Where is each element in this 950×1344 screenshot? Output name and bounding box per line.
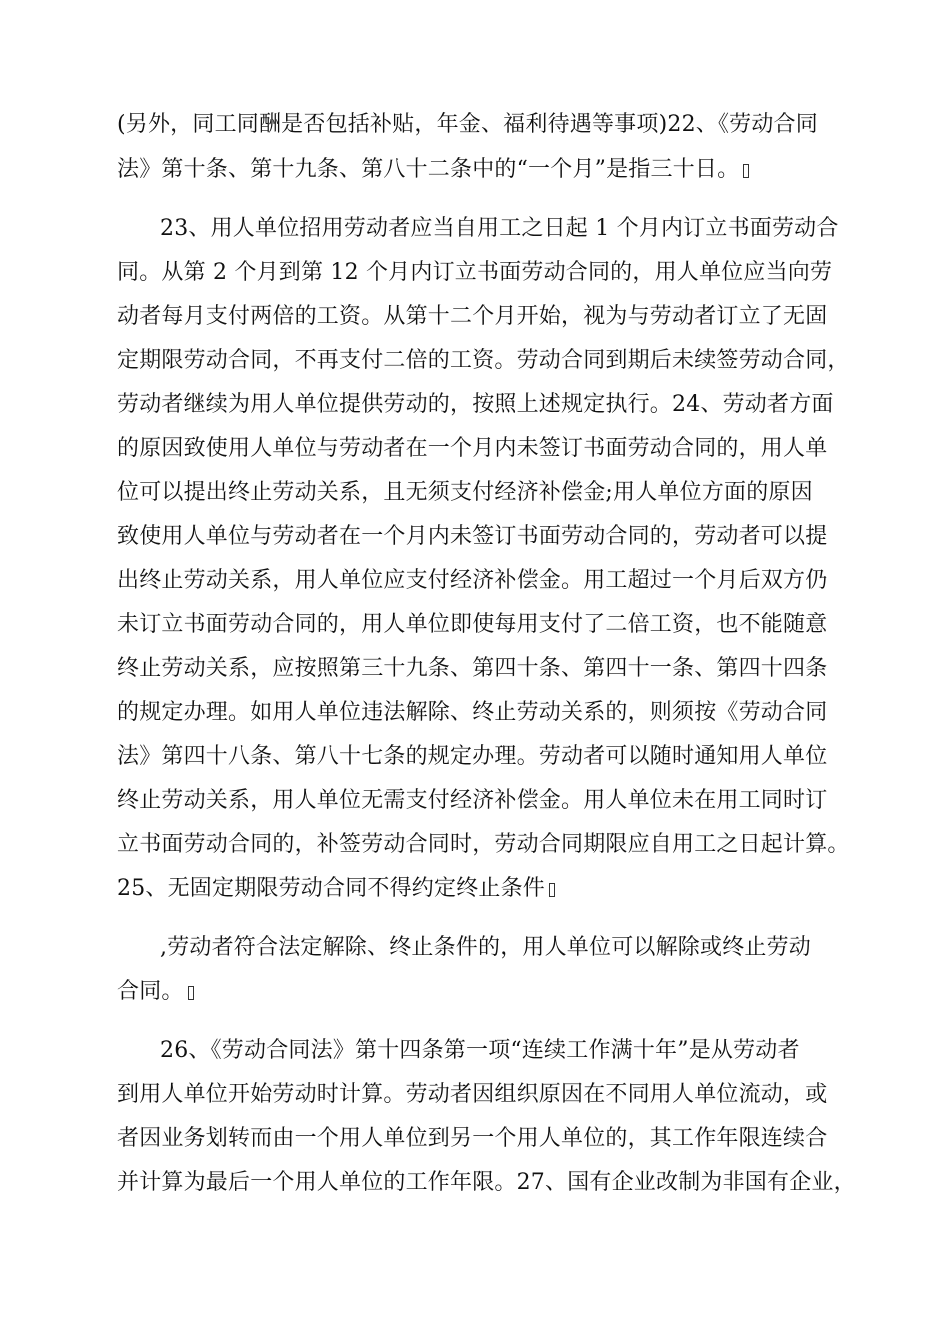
text-segment: 法》第十条、第十九条、第八十二条中的“一个月”是指三十日。 xyxy=(117,157,740,182)
text-line: 同。从第 2 个月到第 12 个月内订立书面劳动合同的，用人单位应当向劳 xyxy=(117,260,833,285)
text-line: 立书面劳动合同的，补签劳动合同时，劳动合同期限应自用工之日起计算。 xyxy=(117,832,850,857)
text-line: 26、《劳动合同法》第十四条第一项“连续工作满十年”是从劳动者 xyxy=(160,1038,800,1063)
paragraph-mark-icon xyxy=(549,883,555,897)
text-line: 到用人单位开始劳动时计算。劳动者因组织原因在不同用人单位流动，或 xyxy=(117,1082,828,1107)
paragraph-mark-icon xyxy=(743,164,749,178)
text-line: 未订立书面劳动合同的，用人单位即使每用支付了二倍工资，也不能随意 xyxy=(117,612,828,637)
text-line: ,劳动者符合法定解除、终止条件的，用人单位可以解除或终止劳动 xyxy=(160,935,811,960)
text-line: 动者每月支付两倍的工资。从第十二个月开始，视为与劳动者订立了无固 xyxy=(117,304,828,329)
text-segment: 合同。 xyxy=(117,979,184,1004)
text-line: 法》第四十八条、第八十七条的规定办理。劳动者可以随时通知用人单位 xyxy=(117,744,828,769)
text-line: 出终止劳动关系，用人单位应支付经济补偿金。用工超过一个月后双方仍 xyxy=(117,568,828,593)
text-line xyxy=(117,874,555,904)
text-line: (另外，同工同酬是否包括补贴，年金、福利待遇等事项)22、《劳动合同 xyxy=(117,112,818,137)
text-line xyxy=(117,977,194,1007)
paragraph-mark-icon xyxy=(188,986,194,1000)
text-line: 的规定办理。如用人单位违法解除、终止劳动关系的，则须按《劳动合同 xyxy=(117,700,828,725)
text-line: 位可以提出终止劳动关系，且无须支付经济补偿金;用人单位方面的原因 xyxy=(117,480,813,505)
text-line: 的原因致使用人单位与劳动者在一个月内未签订书面劳动合同的，用人单 xyxy=(117,436,828,461)
text-line: 终止劳动关系，用人单位无需支付经济补偿金。用人单位未在用工同时订 xyxy=(117,788,828,813)
text-line: 致使用人单位与劳动者在一个月内未签订书面劳动合同的，劳动者可以提 xyxy=(117,524,828,549)
text-segment: 25、无固定期限劳动合同不得约定终止条件 xyxy=(117,876,545,901)
text-line: 定期限劳动合同，不再支付二倍的工资。劳动合同到期后未续签劳动合同， xyxy=(117,348,850,373)
text-line xyxy=(117,155,749,185)
text-line: 者因业务划转而由一个用人单位到另一个用人单位的，其工作年限连续合 xyxy=(117,1126,828,1151)
text-line: 终止劳动关系，应按照第三十九条、第四十条、第四十一条、第四十四条 xyxy=(117,656,828,681)
text-line: 23、用人单位招用劳动者应当自用工之日起 1 个月内订立书面劳动合 xyxy=(160,216,839,241)
text-line: 并计算为最后一个用人单位的工作年限。27、国有企业改制为非国有企业， xyxy=(117,1170,856,1195)
text-line: 劳动者继续为用人单位提供劳动的，按照上述规定执行。24、劳动者方面 xyxy=(117,392,834,417)
